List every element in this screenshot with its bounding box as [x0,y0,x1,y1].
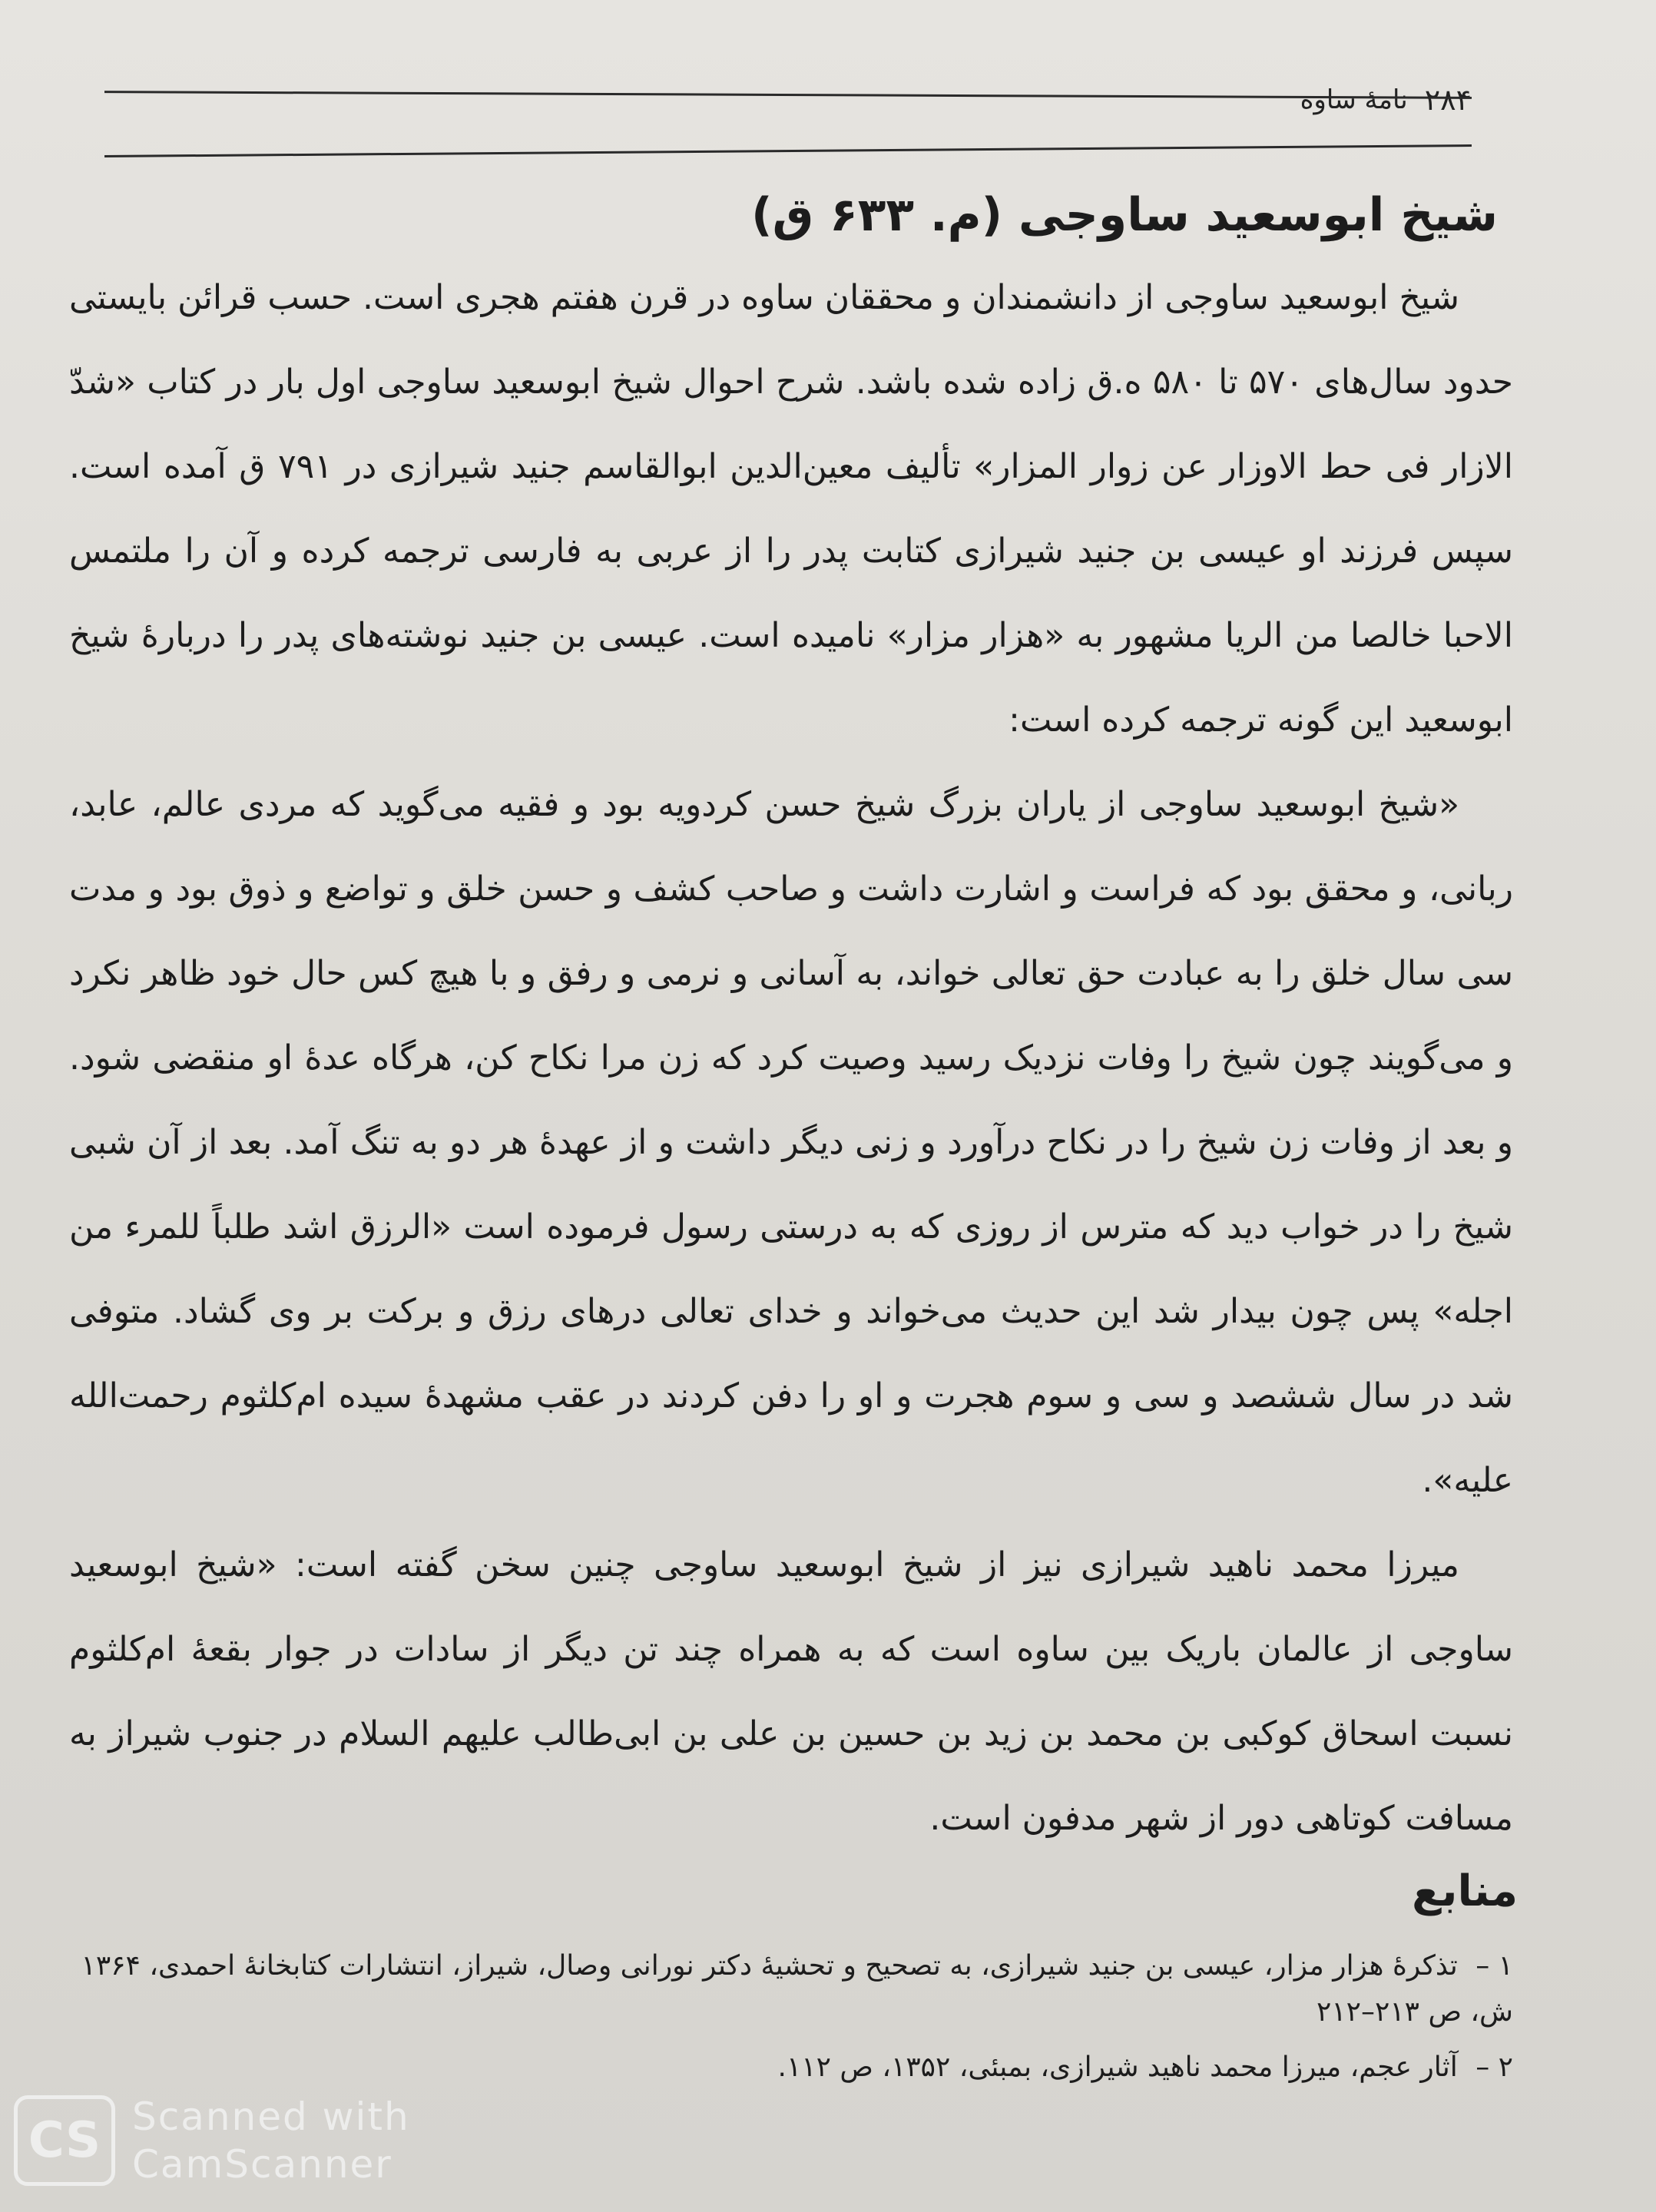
source-number: ۱ – [1475,1950,1513,1982]
sources-list [61,1943,1513,2100]
camscanner-watermark [14,2093,410,2188]
paragraph-quote: «شیخ ابوسعید ساوجی از یاران بزرگ شیخ حسن کردویه بود و فقیه می‌گوید که مردی عالم، عابد، ربانی، و محقق بود که فراست و اشارت داشت و صاحب کشف و حسن خلق و تواضع و ذوق بود و مدت سی سال خلق را به عبادت حق تعالی خواند، به آسانی و نرمی و رفق و با هیچ کس حال خود ظاهر نکرد و می‌گویند چون شیخ را وفات نزدیک رسید وصیت کرد که زن مرا نکاح کن، هرگاه عدهٔ او منقضی شود. و بعد از وفات زن شیخ را در نکاح درآورد و زنی دیگر داشت و از عهدهٔ هر دو به تنگ آمد. بعد از آن شبی شیخ را در خواب دید که مترس از روزی که به درستی رسول فرموده است «الرزق اشد طلباً للمرء من اجله» پس چون بیدار شد این حدیث می‌خواند و خدای تعالی درهای رزق و برکت بر وی گشاد. متوفی شد در سال ششصد و سی و سوم هجرت و او را دفن کردند در عقب مشهدهٔ سیده ام‌کلثوم رحمت‌الله علیه». [69,785,1513,1500]
source-text: آثار عجم، میرزا محمد ناهید شیرازی، بمبئی، ۱۳۵۲، ص ۱۱۲. [777,2051,1458,2083]
source-item [61,1943,1513,2035]
page-number: ۲۸۴ [1424,83,1472,117]
camscanner-logo-icon: CS [14,2095,115,2186]
source-item [61,2045,1513,2091]
main-content [69,180,1513,1861]
watermark-line-2: CamScanner [132,2142,392,2187]
source-text: تذکرهٔ هزار مزار، عیسی بن جنید شیرازی، به تصحیح و تحشیهٔ دکتر نورانی وصال، شیراز، انتشارات کتابخانهٔ احمدی، ۱۳۶۴ ش، ص ۲۱۳–۲۱۲ [81,1950,1513,2028]
sources-heading: منابع [1412,1866,1518,1916]
header-rule-bottom [104,144,1472,157]
paragraph-intro: شیخ ابوسعید ساوجی از دانشمندان و محققان ساوه در قرن هفتم هجری است. حسب قرائن بایستی حدود سال‌های ۵۷۰ تا ۵۸۰ ه.ق زاده شده باشد. شرح احوال شیخ ابوسعید ساوجی اول بار در کتاب «شدّ الازار فی حط الاوزار عن زوار المزار» تألیف معین‌الدین ابوالقاسم جنید شیرازی در ۷۹۱ ق آمده است. سپس فرزند او عیسی بن جنید شیرازی کتابت پدر را از عربی به فارسی ترجمه کرده و آن را ملتمس الاحبا خالصا من الریا مشهور به «هزار مزار» نامیده است. عیسی بن جنید نوشته‌های پدر را دربارهٔ شیخ ابوسعید این گونه ترجمه کرده است: [69,278,1513,740]
header-rule-top [104,91,1472,99]
section-title: شیخ ابوسعید ساوجی (م. ۶۳۳ ق) [751,188,1498,242]
book-title: نامهٔ ساوه [1300,84,1408,115]
running-head [1300,83,1472,117]
source-number: ۲ – [1475,2051,1513,2083]
paragraph-nahid: میرزا محمد ناهید شیرازی نیز از شیخ ابوسعید ساوجی چنین سخن گفته است: «شیخ ابوسعید ساوجی از عالمان باریک بین ساوه است که به همراه چند تن دیگر از سادات در جوار بقعهٔ ام‌کلثوم نسبت اسحاق کوکبی بن محمد بن زید بن حسین بن علی بن ابی‌طالب علیهم السلام در جنوب شیراز به مسافت کوتاهی دور از شهر مدفون است. [69,1545,1513,1838]
watermark-text [132,2093,410,2188]
watermark-line-1: Scanned with [132,2094,410,2139]
